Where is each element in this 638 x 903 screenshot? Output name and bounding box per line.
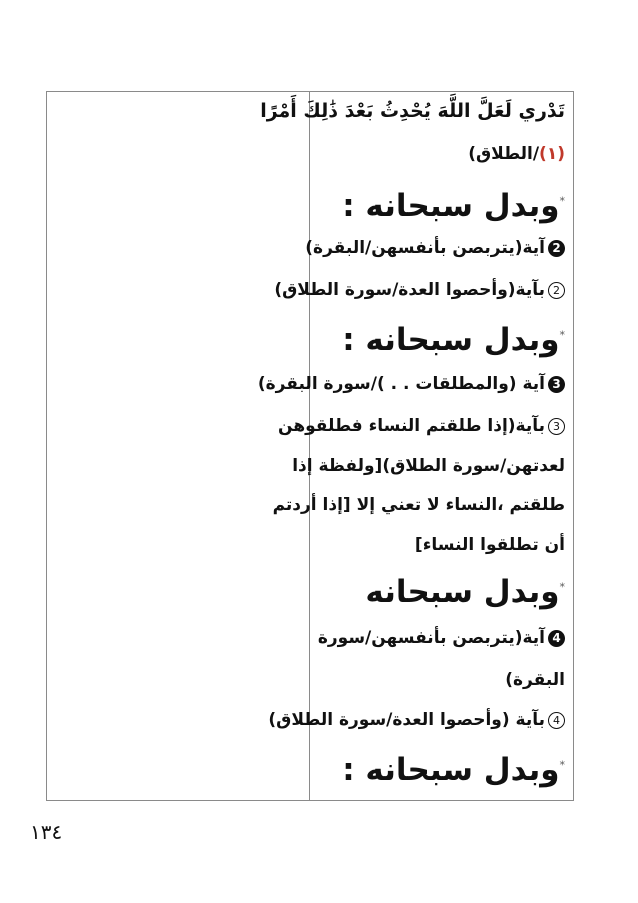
heading-3 [365, 574, 565, 610]
item-4 [278, 416, 565, 436]
star-marker: * [559, 328, 565, 342]
item-text: آية (والمطلقات . . )/سورة البقرة) [257, 374, 545, 394]
outline-number-icon: 4 [548, 712, 565, 729]
item-text: بآية(إذا طلقتم النساء فطلقوهن [278, 416, 545, 436]
item-5-continued: البقرة) [505, 670, 565, 690]
item-2 [274, 280, 565, 300]
star-marker: * [559, 580, 565, 594]
text-column [257, 92, 573, 800]
verse-line: تَدْري لَعَلَّ اللَّهَ يُحْدِثُ بَعْدَ ذَٰلِكَ أَمْرًا [260, 100, 565, 122]
heading-text: وبدل سبحانه : [342, 322, 560, 358]
heading-text: وبدل سبحانه [365, 574, 560, 610]
item-6 [268, 710, 565, 730]
heading-text: وبدل سبحانه : [342, 188, 560, 224]
page-number: ١٣٤ [30, 820, 63, 844]
outline-number-icon: 3 [548, 418, 565, 435]
surah-reference: /الطلاق) [468, 144, 540, 164]
filled-number-icon: 4 [548, 630, 565, 647]
filled-number-icon: 2 [548, 240, 565, 257]
item-text: آية(يتربصن بأنفسهن/البقرة) [305, 238, 545, 258]
heading-1 [342, 188, 565, 224]
filled-number-icon: 3 [548, 376, 565, 393]
column-divider [309, 92, 310, 800]
item-5 [318, 628, 565, 648]
footnote-number: (١) [539, 144, 565, 164]
heading-2 [342, 322, 565, 358]
item-1 [305, 238, 565, 258]
item-4-continued-1: لعدتهن/سورة الطلاق)[ولفظة إذا [292, 456, 565, 476]
item-text: بآية (وأحصوا العدة/سورة الطلاق) [268, 710, 545, 730]
item-4-continued-2: طلقتم ،النساء لا تعني إلا [إذا أردتم [272, 495, 565, 515]
outline-number-icon: 2 [548, 282, 565, 299]
star-marker: * [559, 758, 565, 772]
item-text: آية(يتربصن بأنفسهن/سورة [317, 628, 545, 648]
item-text: بآية(وأحصوا العدة/سورة الطلاق) [274, 280, 545, 300]
star-marker: * [559, 194, 565, 208]
heading-4 [342, 752, 565, 788]
verse-reference [468, 144, 565, 164]
item-3 [258, 374, 565, 394]
content-table [46, 91, 574, 801]
item-4-continued-3: أن تطلقوا النساء] [414, 535, 565, 555]
heading-text: وبدل سبحانه : [342, 752, 560, 788]
